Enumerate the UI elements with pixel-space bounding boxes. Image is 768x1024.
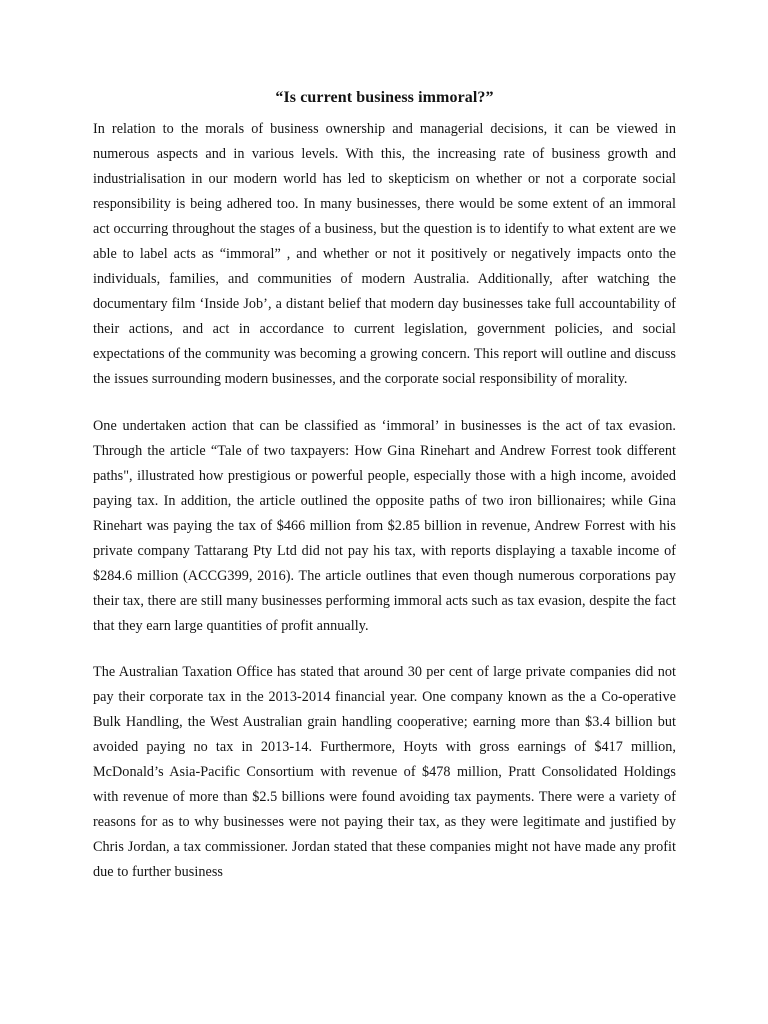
document-body (93, 86, 676, 885)
paragraph-tax-evasion: One undertaken action that can be classified as ‘immoral’ in businesses is the act of tax evasion. Through the article “Tale of two taxpayers: How Gina Rinehart and Andrew Forrest took different paths", illustrated how prestigious or powerful people, especially those with a high income, avoided paying tax. In addition, the article outlined the opposite paths of two iron billionaires; while Gina Rinehart was paying the tax of $466 million from $2.85 billion in revenue, Andrew Forrest with his private company Tattarang Pty Ltd did not pay his tax, with reports displaying a taxable income of $284.6 million (ACCG399, 2016). The article outlines that even though numerous corporations pay their tax, there are still many businesses performing immoral acts such as tax evasion, despite the fact that they earn large quantities of profit annually. (93, 417, 676, 634)
document-title: “Is current business immoral?” (275, 89, 494, 106)
paragraph-ato-statement: The Australian Taxation Office has stated that around 30 per cent of large private companies did not pay their corporate tax in the 2013-2014 financial year. One company known as the a Co-operative Bulk Handling, the West Australian grain handling cooperative; earning more than $3.4 billion but avoided paying no tax in 2013-14. Furthermore, Hoyts with gross earnings of $417 million, McDonald’s Asia-Pacific Consortium with revenue of $478 million, Pratt Consolidated Holdings with revenue of more than $2.5 billions were found avoiding tax payments. There were a variety of reasons for as to why businesses were not paying their tax, as they were legitimate and justified by Chris Jordan, a tax commissioner. Jordan stated that these companies might not have made any profit due to further business (93, 663, 676, 881)
paragraph-introduction: In relation to the morals of business ownership and managerial decisions, it can be viewed in numerous aspects and in various levels. With this, the increasing rate of business growth and industrialisation in our modern world has led to skepticism on whether or not a corporate social responsibility is being adhered too. In many businesses, there would be some extent of an immoral act occurring throughout the stages of a business, but the question is to identify to what extent are we able to label acts as “immoral” , and whether or not it positively or negatively impacts onto the individuals, families, and communities of modern Australia. Additionally, after watching the documentary film ‘Inside Job’, a distant belief that modern day businesses take full accountability of their actions, and act in accordance to current legislation, government policies, and social expectations of the community was becoming a growing concern. This report will outline and discuss the issues surrounding modern businesses, and the corporate social responsibility of morality. (93, 121, 676, 388)
